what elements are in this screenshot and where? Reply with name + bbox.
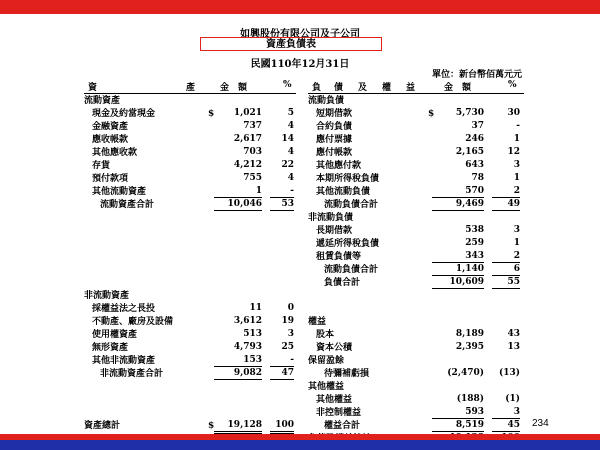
table-row (308, 225, 524, 238)
row-amount: 538 (465, 225, 484, 235)
table-row (84, 95, 298, 108)
row-label: 不動產、廠房及設備 (92, 317, 174, 327)
table-row (308, 329, 524, 342)
row-amount: 2,395 (455, 342, 484, 352)
row-label: 應收帳款 (92, 135, 129, 145)
table-row (84, 342, 298, 355)
assets-column (84, 95, 298, 433)
row-amount: 570 (432, 186, 484, 198)
row-percent: 1 (513, 173, 520, 183)
row-amount: 5,730 (455, 108, 484, 118)
liab-header-char-2: 債 (334, 83, 344, 93)
row-amount: 10,046 (214, 199, 262, 211)
table-row (84, 316, 298, 329)
table-row (84, 121, 298, 134)
table-row (308, 108, 524, 121)
row-percent: 14 (281, 134, 294, 144)
row-amount: 78 (471, 173, 484, 183)
company-name: 如興股份有限公司及子公司 (240, 29, 360, 40)
table-row (84, 290, 298, 303)
row-amount: 593 (432, 407, 484, 419)
table-row (308, 407, 524, 420)
row-amount: (188) (456, 394, 484, 404)
table-row (84, 264, 298, 277)
row-percent: 55 (492, 277, 520, 289)
row-label: 非控制權益 (316, 408, 362, 418)
liab-header-rule (308, 93, 524, 94)
liab-header-char-1: 負 (312, 83, 322, 93)
row-percent: 30 (507, 108, 520, 118)
row-percent: 5 (287, 108, 294, 118)
row-amount: 8,189 (455, 329, 484, 339)
row-amount: 11 (249, 303, 262, 313)
table-row (308, 238, 524, 251)
liab-header-char-5: 益 (406, 83, 416, 93)
row-label: 預付款項 (92, 174, 129, 184)
row-amount: 643 (465, 160, 484, 170)
row-label: 長期借款 (316, 226, 353, 236)
table-row (308, 290, 524, 303)
row-percent: 1 (513, 134, 520, 144)
row-label: 租賃負債等 (316, 252, 362, 262)
row-label: 其他權益 (308, 382, 345, 392)
table-row (84, 394, 298, 407)
table-row (308, 381, 524, 394)
row-percent: - (270, 355, 294, 367)
row-amount: 2,617 (233, 134, 262, 144)
table-row (308, 186, 524, 199)
row-amount: 153 (214, 355, 262, 367)
assets-header-char-2: 產 (186, 83, 196, 93)
row-percent: 100 (270, 420, 294, 434)
table-row (308, 134, 524, 147)
row-label: 非流動資產 (84, 291, 130, 301)
row-amount: 10,609 (432, 277, 484, 289)
row-amount: 755 (243, 173, 262, 183)
row-label: 流動負債 (308, 96, 345, 106)
row-percent: 4 (287, 147, 294, 157)
row-label: 金融資產 (92, 122, 129, 132)
row-label: 流動資產 (84, 96, 121, 106)
row-amount: 3,612 (233, 316, 262, 326)
assets-amount-header: 金 額 (220, 83, 248, 93)
table-row (308, 264, 524, 277)
bottom-bar (0, 434, 600, 450)
row-label: 其他非流動資產 (92, 356, 156, 366)
row-amount: 4,212 (233, 160, 262, 170)
table-row (84, 329, 298, 342)
table-row (308, 368, 524, 381)
liab-pct-header: % (508, 80, 517, 90)
unit-label: 單位：新台幣佰萬元元 (431, 70, 522, 80)
table-row (308, 355, 524, 368)
row-percent: 4 (287, 173, 294, 183)
row-percent: 4 (287, 121, 294, 131)
liab-amount-header: 金 額 (444, 83, 472, 93)
row-label: 待彌補虧損 (324, 369, 370, 379)
row-amount: 37 (471, 121, 484, 131)
table-row (308, 251, 524, 264)
table-row (308, 342, 524, 355)
row-percent: 2 (492, 186, 520, 198)
row-amount: 246 (465, 134, 484, 144)
table-row (84, 186, 298, 199)
table-row (84, 355, 298, 368)
row-label: 流動負債合計 (324, 265, 379, 275)
table-row (84, 212, 298, 225)
row-percent: 45 (492, 420, 520, 432)
row-percent: 0 (287, 303, 294, 313)
row-label: 應付帳款 (316, 148, 353, 158)
row-label: 資產總計 (84, 421, 121, 431)
row-label: 應付票據 (316, 135, 353, 145)
row-percent: 3 (492, 407, 520, 419)
row-label: 非流動資產合計 (100, 369, 164, 379)
row-percent: 22 (281, 160, 294, 170)
row-label: 負債合計 (324, 278, 361, 288)
row-label: 權益 (308, 317, 327, 327)
row-label: 流動資產合計 (100, 200, 155, 210)
row-percent: 2 (492, 251, 520, 263)
row-percent: - (270, 186, 294, 198)
statement-date: 民國110年12月31日 (250, 59, 350, 70)
row-percent: 3 (513, 160, 520, 170)
row-label: 其他應收款 (92, 148, 138, 158)
row-percent: (13) (498, 368, 520, 378)
row-dollar-sign: $ (208, 421, 215, 431)
table-row (308, 420, 524, 433)
row-label: 其他流動負債 (316, 187, 371, 197)
row-percent: 47 (270, 368, 294, 380)
row-label: 存貨 (92, 161, 111, 171)
row-label: 權益合計 (324, 421, 361, 431)
row-percent: 12 (507, 147, 520, 157)
row-percent: 25 (281, 342, 294, 352)
table-row (308, 212, 524, 225)
table-row (84, 303, 298, 316)
row-label: 採權益法之長投 (92, 304, 156, 314)
table-row (308, 160, 524, 173)
table-row (84, 277, 298, 290)
assets-header-rule (84, 93, 296, 94)
row-amount: 513 (243, 329, 262, 339)
row-amount: 343 (432, 251, 484, 263)
row-percent: 6 (492, 264, 520, 276)
row-label: 其他應付款 (316, 161, 362, 171)
table-row (308, 316, 524, 329)
row-label: 資本公積 (316, 343, 353, 353)
table-row (308, 303, 524, 316)
row-amount: 8,519 (432, 420, 484, 432)
row-label: 遞延所得稅負債 (316, 239, 380, 249)
table-row (84, 368, 298, 381)
row-amount: 4,793 (233, 342, 262, 352)
table-row (308, 277, 524, 290)
table-row (308, 199, 524, 212)
row-percent: 49 (492, 199, 520, 211)
table-row (84, 381, 298, 394)
row-amount: 9,082 (214, 368, 262, 380)
row-amount: 19,128 (214, 420, 262, 434)
table-row (84, 251, 298, 264)
row-label: 使用權資產 (92, 330, 138, 340)
liabilities-equity-column (308, 95, 524, 446)
row-percent: 43 (507, 329, 520, 339)
table-row (84, 147, 298, 160)
row-amount: 1,140 (432, 264, 484, 276)
row-label: 其他流動資產 (92, 187, 147, 197)
row-percent: 3 (513, 225, 520, 235)
row-dollar-sign: $ (208, 109, 215, 119)
table-row (84, 238, 298, 251)
row-label: 無形資產 (92, 343, 129, 353)
table-row (84, 199, 298, 212)
page-number: 234 (532, 418, 549, 429)
liab-header-char-4: 權 (382, 83, 392, 93)
assets-header-char-1: 資 (88, 83, 98, 93)
row-percent: 19 (281, 316, 294, 326)
row-amount: 2,165 (455, 147, 484, 157)
row-amount: 1,021 (233, 108, 262, 118)
table-row (308, 173, 524, 186)
top-red-bar (0, 0, 600, 14)
row-label: 合約負債 (316, 122, 353, 132)
row-dollar-sign: $ (428, 109, 435, 119)
table-row (308, 121, 524, 134)
table-row (84, 420, 298, 433)
row-label: 股本 (316, 330, 335, 340)
row-amount: 1 (214, 186, 262, 198)
row-percent: 53 (270, 199, 294, 211)
row-label: 本期所得稅負債 (316, 174, 380, 184)
table-row (84, 160, 298, 173)
table-row (84, 134, 298, 147)
row-label: 現金及約當現金 (92, 109, 156, 119)
liab-header-char-3: 及 (358, 83, 368, 93)
row-percent: 1 (513, 238, 520, 248)
row-percent: (1) (505, 394, 520, 404)
table-row (84, 173, 298, 186)
table-row (308, 394, 524, 407)
row-amount: 259 (465, 238, 484, 248)
row-percent: - (516, 121, 520, 131)
statement-title: 資產負債表 (200, 37, 382, 51)
table-row (84, 108, 298, 121)
row-amount: (2,470) (447, 368, 484, 378)
row-amount: 737 (243, 121, 262, 131)
table-row (84, 407, 298, 420)
row-label: 其他權益 (316, 395, 353, 405)
row-label: 非流動負債 (308, 213, 354, 223)
row-amount: 703 (243, 147, 262, 157)
row-amount: 9,469 (432, 199, 484, 211)
table-row (308, 147, 524, 160)
row-percent: 3 (287, 329, 294, 339)
bottom-blue-stripe (0, 440, 600, 450)
table-row (308, 95, 524, 108)
row-label: 短期借款 (316, 109, 353, 119)
assets-pct-header: % (283, 80, 292, 90)
row-label: 流動負債合計 (324, 200, 379, 210)
table-row (84, 225, 298, 238)
row-percent: 13 (507, 342, 520, 352)
row-label: 保留盈餘 (308, 356, 345, 366)
